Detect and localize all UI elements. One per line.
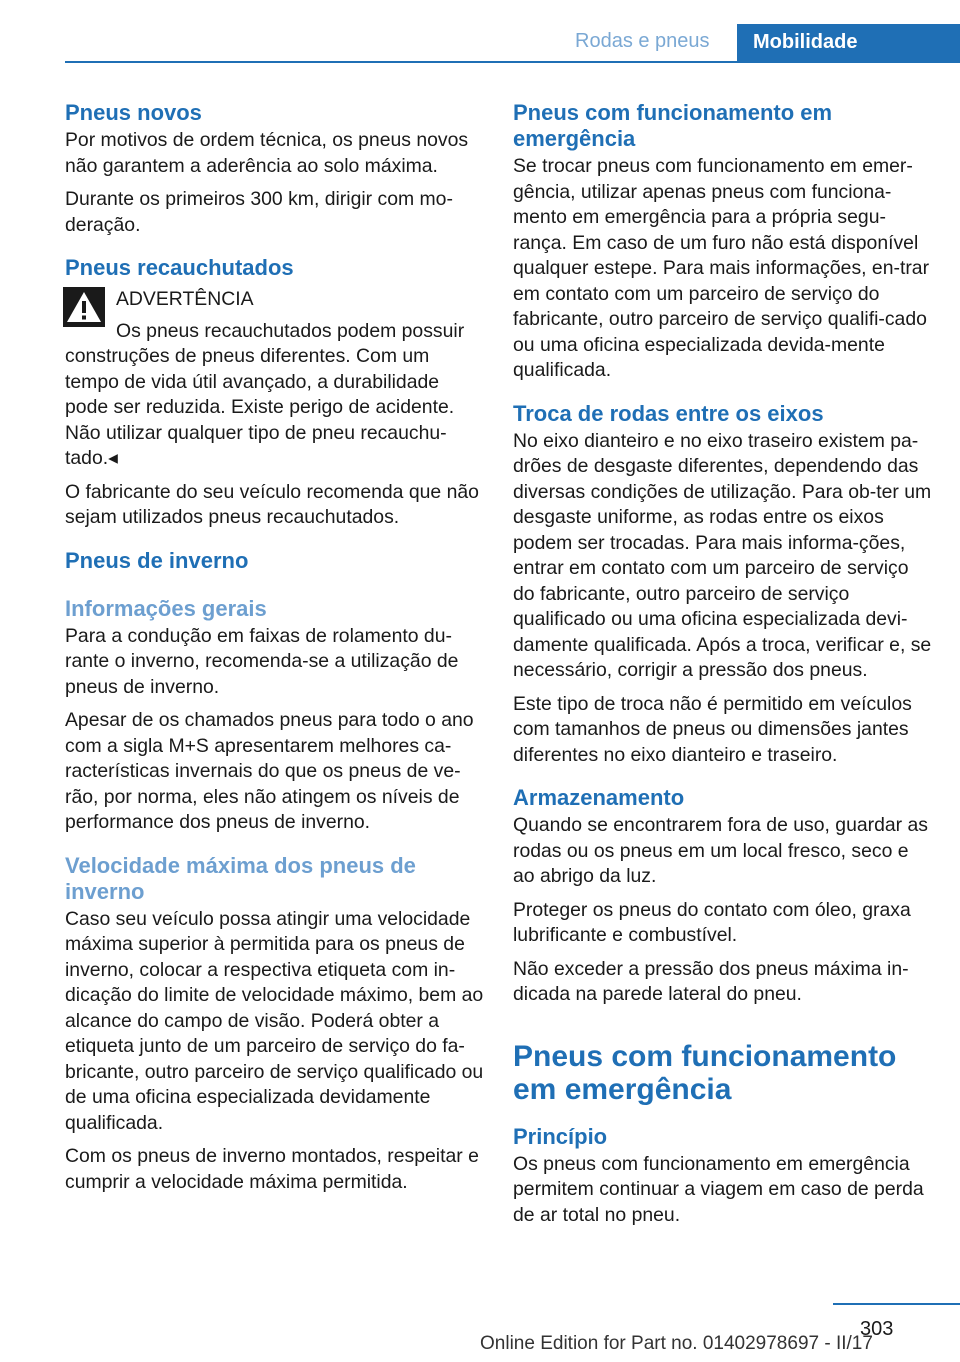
page-number: 303	[860, 1318, 894, 1340]
subsection-title-speed: Velocidade máxima dos pneus de inverno	[65, 852, 416, 904]
right-column	[513, 100, 933, 1236]
paragraph: Se trocar pneus com funcionamento em emer-gência, utilizar apenas pneus com funciona-mento em emergência para a própria segu-rança. Em caso de um furo não está disponível qualquer estepe. Para mais informações, en-trar em contato com um parceiro de serviço do fabricante, outro parceiro de serviço qualifi-cado ou uma oficina especializada devida-mente qualificada.	[513, 155, 930, 381]
paragraph: Por motivos de ordem técnica, os pneus novos não garantem a aderência ao solo máxima.	[65, 129, 469, 177]
section-title-principle: Princípio	[513, 1123, 608, 1149]
paragraph: Quando se encontrarem fora de uso, guardar as rodas ou os pneus em um local fresco, seco e ao abrigo da luz.	[513, 814, 928, 887]
warning-title: ADVERTÊNCIA	[116, 288, 254, 310]
section-title-runflat: Pneus com funcionamento em emergência	[513, 100, 833, 151]
warning-text: Os pneus recauchutados podem possuir construções de pneus diferentes. Com um tempo de vida útil avançado, a durabilidade pode ser reduzida. Existe perigo de acidente. Não utilizar qualquer tipo de pneu recauchu-tado.◂	[65, 319, 465, 469]
section-title-storage: Armazenamento	[513, 785, 685, 810]
paragraph: Os pneus com funcionamento em emergência permitem continuar a viagem em caso de perda de ar total no pneu.	[513, 1152, 924, 1226]
warning-block	[65, 287, 485, 472]
paragraph: Proteger os pneus do contato com óleo, graxa lubrificante e combustível.	[513, 898, 911, 946]
paragraph: Caso seu veículo possa atingir uma velocidade máxima superior à permitida para os pneus de inverno, colocar a respectiva etiqueta com in-dicação do limite de velocidade máximo, bem ao alcance do campo de visão. Poderá obter a etiqueta junto de um parceiro de serviço do fa-bricante, outro parceiro de serviço qualificado ou de uma oficina especializada devidamente qualificada.	[65, 907, 484, 1134]
footer-divider	[833, 1303, 960, 1305]
paragraph: Com os pneus de inverno montados, respeitar e cumprir a velocidade máxima permitida.	[65, 1145, 479, 1193]
section-title-winter: Pneus de inverno	[65, 547, 249, 573]
chapter-title-runflat: Pneus com funcionamento em emergência	[513, 1039, 897, 1106]
left-column	[65, 100, 485, 1203]
section-title-rotation: Troca de rodas entre os eixos	[513, 400, 824, 426]
paragraph: Não exceder a pressão dos pneus máxima in-dicada na parede lateral do pneu.	[513, 957, 909, 1005]
header-chapter-tab[interactable]: Mobilidade	[737, 24, 960, 63]
warning-triangle-icon	[63, 287, 105, 327]
section-title-new-tires: Pneus novos	[65, 100, 202, 125]
header-section-title: Rodas e pneus	[575, 30, 710, 52]
paragraph: O fabricante do seu veículo recomenda que não sejam utilizados pneus recauchutados.	[65, 480, 479, 528]
paragraph: Este tipo de troca não é permitido em veículos com tamanhos de pneus ou dimensões jantes diferentes no eixo dianteiro e traseiro.	[513, 692, 912, 766]
subsection-title-general: Informações gerais	[65, 595, 267, 621]
paragraph: No eixo dianteiro e no eixo traseiro existem pa-drões de desgaste diferentes, dependendo das diversas condições de utilização. Para ob-ter um desgaste uniforme, as rodas entre os eixos podem ser trocadas. Para mais informa-ções, entrar em contato com um parceiro de serviço do fabricante, outro parceiro de serviço qualificado ou uma oficina especializada devi-damente qualificada. Após a troca, verificar e, se necessário, corrigir a pressão dos pneus.	[513, 429, 932, 681]
edition-footer: Online Edition for Part no. 01402978697 - II/17	[480, 1333, 873, 1354]
header-divider	[65, 61, 960, 63]
paragraph: Durante os primeiros 300 km, dirigir com mo-deração.	[65, 188, 453, 236]
paragraph: Para a condução em faixas de rolamento du-rante o inverno, recomenda-se a utilização de pneus de inverno.	[65, 624, 459, 698]
paragraph: Apesar de os chamados pneus para todo o ano com a sigla M+S apresentarem melhores ca-racterísticas invernais do que os pneus de ve-rão, por norma, eles não atingem os níveis de performance dos pneus de inverno.	[65, 709, 474, 833]
section-title-retreaded: Pneus recauchutados	[65, 255, 294, 280]
